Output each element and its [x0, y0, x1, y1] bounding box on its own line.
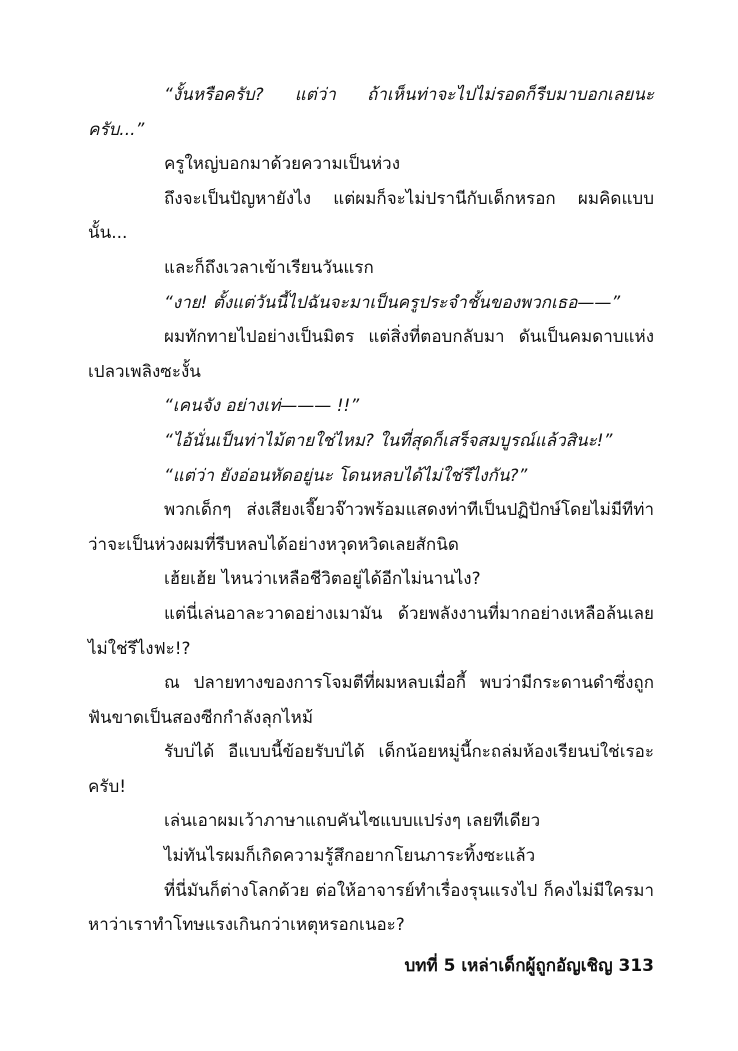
paragraph-14: รับบ่ได้ อีแบบนี้ข้อยรับบ่ได้ เด็กน้อยหมู่นี้กะถล่มห้องเรียนบ่ใช่เรอะครับ! [88, 742, 654, 797]
paragraph-10: พวกเด็กๆ ส่งเสียงเจี๊ยวจ๊าวพร้อมแสดงท่าทีเป็นปฏิปักษ์โดยไม่มีทีท่าว่าจะเป็นห่วงผมที่รีบหลบได้อย่างหวุดหวิดเลยสักนิด [88, 500, 654, 555]
paragraph-17: ที่นี่มันก็ต่างโลกด้วย ต่อให้อาจารย์ทำเรื่องรุนแรงไป ก็คงไม่มีใครมาหาว่าเราทำโทษแรงเกินกว่าเหตุหรอกเนอะ? [88, 880, 654, 936]
paragraph-2: ครูใหญ่บอกมาด้วยความเป็นห่วง [164, 154, 401, 175]
chapter-title: บทที่ 5 เหล่าเด็กผู้ถูกอัญเชิญ [404, 956, 613, 976]
paragraph-3: ถึงจะเป็นปัญหายังไง แต่ผมก็จะไม่ปรานีกับเด็กหรอก ผมคิดแบบนั้น... [88, 188, 654, 244]
paragraph-12: แต่นี่เล่นอาละวาดอย่างเมามัน ด้วยพลังงานที่มากอย่างเหลือล้นเลยไม่ใช่รึไงฟะ!? [88, 603, 654, 659]
paragraph-11: เฮ้ยเฮ้ย ไหนว่าเหลือชีวิตอยู่ได้อีกไม่นานไง? [164, 569, 481, 590]
page-body [88, 78, 654, 943]
paragraph-9: “แต่ว่า ยังอ่อนหัดอยู่นะ โดนหลบได้ไม่ใช่รึไงกัน?” [164, 465, 528, 486]
paragraph-1: “งั้นหรือครับ? แต่ว่า ถ้าเห็นท่าจะไปไม่รอดก็รีบมาบอกเลยนะครับ...” [88, 85, 654, 140]
paragraph-5: “งาย! ตั้งแต่วันนี้ไปฉันจะมาเป็นครูประจำชั้นของพวกเธอ——” [164, 292, 621, 313]
page-number: 313 [618, 956, 654, 976]
paragraph-16: ไม่ทันไรผมก็เกิดความรู้สึกอยากโยนภาระทิ้งซะแล้ว [164, 846, 536, 867]
paragraph-6: ผมทักทายไปอย่างเป็นมิตร แต่สิ่งที่ตอบกลับมา ดันเป็นคมดาบแห่งเปลวเพลิงซะงั้น [88, 327, 654, 382]
paragraph-8: “ไอ้นั่นเป็นท่าไม้ตายใช่ไหม? ในที่สุดก็เสร็จสมบูรณ์แล้วสินะ!” [164, 430, 613, 451]
paragraph-7: “เคนจัง อย่างเท่——— !!” [164, 396, 360, 417]
page-footer [405, 953, 655, 979]
paragraph-15: เล่นเอาผมเว้าภาษาแถบคันไซแบบแปร่งๆ เลยทีเดียว [164, 811, 541, 832]
paragraph-13: ณ ปลายทางของการโจมตีที่ผมหลบเมื่อกี้ พบว่ามีกระดานดำซึ่งถูกฟันขาดเป็นสองซีกกำลังลุกไหม้ [88, 673, 654, 728]
paragraph-4: และก็ถึงเวลาเข้าเรียนวันแรก [164, 257, 374, 278]
